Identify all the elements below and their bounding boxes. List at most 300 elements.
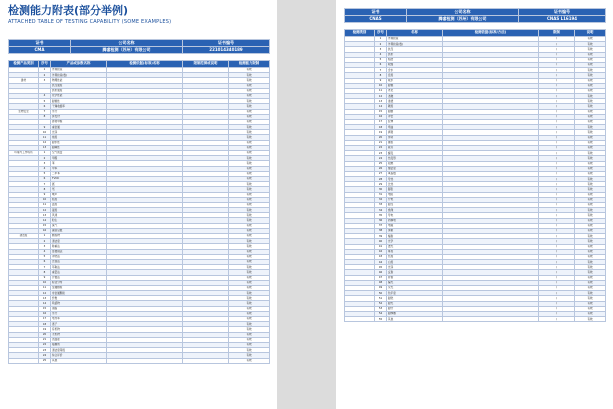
table-cell: / bbox=[539, 166, 575, 171]
table-cell: 28 bbox=[375, 177, 387, 182]
table-cell: 烟密度 bbox=[387, 166, 443, 171]
table-cell: 41 bbox=[375, 244, 387, 249]
table-cell: 白度 bbox=[387, 260, 443, 265]
table-cell: 收缩 bbox=[387, 62, 443, 67]
table-cell: 有效 bbox=[229, 140, 270, 145]
table-cell: 有效 bbox=[229, 218, 270, 223]
col-header: 限制 bbox=[539, 30, 575, 37]
table-cell: 21 bbox=[375, 140, 387, 145]
table-cell: 有效 bbox=[229, 259, 270, 264]
table-cell: / bbox=[539, 68, 575, 73]
table-cell: 离子 bbox=[51, 322, 107, 327]
table-cell: 有效 bbox=[229, 130, 270, 135]
table-cell: 15 bbox=[39, 306, 51, 311]
table-cell: 环境与工作场所 bbox=[9, 151, 39, 156]
table-cell: 21 bbox=[39, 337, 51, 342]
table-cell: 甲苯 bbox=[51, 166, 107, 171]
table-cell: 有效 bbox=[575, 140, 606, 145]
table-cell: 有效 bbox=[229, 332, 270, 337]
table-cell: 35 bbox=[375, 213, 387, 218]
table-cell: 有效 bbox=[229, 171, 270, 176]
table-cell: 有效 bbox=[229, 301, 270, 306]
table-cell: 有效 bbox=[575, 275, 606, 280]
table-cell: 32 bbox=[375, 197, 387, 202]
table-cell: 有效 bbox=[575, 228, 606, 233]
table-cell: 20 bbox=[39, 332, 51, 337]
capability-rows-left bbox=[9, 68, 270, 364]
table-cell: 拉伸 bbox=[387, 120, 443, 125]
table-cell: / bbox=[539, 197, 575, 202]
table-cell: 有效 bbox=[229, 348, 270, 353]
table-cell: 有效 bbox=[575, 47, 606, 52]
table-cell: 有效 bbox=[575, 317, 606, 322]
page-subtitle: ATTACHED TABLE OF TESTING CAPABILITY (SOME EXAMPLES) bbox=[8, 19, 172, 25]
table-cell: 清洁度 bbox=[9, 234, 39, 239]
col-header: 检测类别 bbox=[345, 30, 375, 37]
table-row bbox=[9, 358, 270, 363]
table-cell bbox=[107, 358, 183, 363]
table-cell: 有效 bbox=[575, 260, 606, 265]
capability-table-left bbox=[8, 60, 270, 364]
table-cell: 剥离 bbox=[387, 130, 443, 135]
table-cell: 水分 bbox=[51, 311, 107, 316]
table-cell: 24 bbox=[39, 353, 51, 358]
table-cell: 湿度 bbox=[51, 208, 107, 213]
table-cell: / bbox=[539, 78, 575, 83]
table-cell: / bbox=[539, 177, 575, 182]
table-cell: 非金属颗粒 bbox=[51, 291, 107, 296]
table-cell: 42 bbox=[375, 249, 387, 254]
table-cell: 粉尘 bbox=[51, 218, 107, 223]
table-cell: 3 bbox=[39, 161, 51, 166]
table-cell: 有效 bbox=[229, 182, 270, 187]
table-cell: 6 bbox=[39, 176, 51, 181]
table-cell: 1 bbox=[375, 37, 387, 42]
col-header: 序号 bbox=[375, 30, 387, 37]
table-cell: 有效 bbox=[229, 119, 270, 124]
table-cell: 有效 bbox=[229, 166, 270, 171]
table-cell: 辐射 bbox=[387, 234, 443, 239]
table-cell: 19 bbox=[39, 327, 51, 332]
table-cell: 16 bbox=[39, 311, 51, 316]
table-cell: / bbox=[539, 249, 575, 254]
table-cell: 有效 bbox=[575, 203, 606, 208]
table-cell: 有效 bbox=[575, 286, 606, 291]
table-cell: 12 bbox=[375, 94, 387, 99]
table-cell: 4 bbox=[39, 166, 51, 171]
table-cell: 49 bbox=[375, 286, 387, 291]
col-header: 序号 bbox=[39, 61, 51, 68]
table-cell: / bbox=[539, 140, 575, 145]
table-cell: 45 bbox=[375, 265, 387, 270]
table-cell: 25 bbox=[39, 358, 51, 363]
table-cell: 有效 bbox=[575, 249, 606, 254]
table-cell: 有效 bbox=[575, 88, 606, 93]
table-cell: 有效 bbox=[575, 156, 606, 161]
table-cell: 有效 bbox=[575, 94, 606, 99]
table-cell: 有效 bbox=[229, 176, 270, 181]
table-cell: 2 bbox=[39, 156, 51, 161]
table-cell: 有效 bbox=[229, 249, 270, 254]
table-cell: 3 bbox=[375, 47, 387, 52]
table-cell: TVOC bbox=[51, 176, 107, 181]
table-cell: 残留物 bbox=[51, 301, 107, 306]
table-cell: 有效 bbox=[229, 342, 270, 347]
table-cell: 33 bbox=[375, 203, 387, 208]
table-cell: 7 bbox=[39, 109, 51, 114]
table-cell: 1 bbox=[39, 68, 51, 73]
table-cell: / bbox=[539, 192, 575, 197]
table-cell: 18 bbox=[375, 125, 387, 130]
table-cell: 有效 bbox=[575, 57, 606, 62]
table-cell: / bbox=[539, 104, 575, 109]
table-cell: 有效 bbox=[575, 213, 606, 218]
table-cell: 有效 bbox=[575, 223, 606, 228]
table-cell: 有效 bbox=[229, 156, 270, 161]
table-cell: 有效 bbox=[575, 62, 606, 67]
table-cell: 有效 bbox=[229, 265, 270, 270]
table-cell: 15 bbox=[39, 223, 51, 228]
table-cell: / bbox=[539, 301, 575, 306]
table-cell: 有效 bbox=[229, 322, 270, 327]
table-cell: 耐压 bbox=[387, 203, 443, 208]
table-cell: 6 bbox=[39, 104, 51, 109]
table-cell: 11 bbox=[375, 88, 387, 93]
table-cell: 有效 bbox=[229, 135, 270, 140]
table-cell: 无机物 bbox=[51, 332, 107, 337]
table-cell: / bbox=[539, 171, 575, 176]
table-cell bbox=[183, 358, 229, 363]
table-cell: 剪切 bbox=[387, 135, 443, 140]
table-cell: 热变形 bbox=[387, 156, 443, 161]
table-cell: 显微镜法 bbox=[51, 249, 107, 254]
table-cell: 电磁 bbox=[387, 223, 443, 228]
table-cell: / bbox=[539, 62, 575, 67]
table-cell: 6 bbox=[39, 259, 51, 264]
table-cell: 挥发份 bbox=[51, 114, 107, 119]
table-cell: 25 bbox=[375, 161, 387, 166]
table-cell: 萃取法 bbox=[51, 265, 107, 270]
table-cell bbox=[345, 317, 375, 322]
table-cell: 有效 bbox=[575, 99, 606, 104]
table-cell: 有效 bbox=[575, 42, 606, 47]
table-cell: 耐碱性 bbox=[51, 145, 107, 150]
table-cell: 有效 bbox=[575, 52, 606, 57]
table-cell: 有效 bbox=[229, 275, 270, 280]
table-cell: 有效 bbox=[229, 239, 270, 244]
table-cell: 4 bbox=[375, 52, 387, 57]
table-cell: / bbox=[539, 254, 575, 259]
table-cell: 有效 bbox=[575, 114, 606, 119]
table-cell: 12 bbox=[39, 140, 51, 145]
table-cell: 17 bbox=[375, 120, 387, 125]
table-cell: 油脂 bbox=[51, 306, 107, 311]
table-cell: 27 bbox=[375, 171, 387, 176]
table-cell: 52 bbox=[375, 301, 387, 306]
table-cell: 13 bbox=[39, 145, 51, 150]
table-cell: 有效 bbox=[229, 327, 270, 332]
table-cell: / bbox=[539, 187, 575, 192]
table-cell: 粒径分布 bbox=[51, 280, 107, 285]
table-cell: 8 bbox=[39, 114, 51, 119]
table-cell: 1 bbox=[39, 151, 51, 156]
table-cell: / bbox=[539, 161, 575, 166]
table-cell: 硬度 bbox=[387, 104, 443, 109]
table-cell: 10 bbox=[39, 280, 51, 285]
table-cell: 10 bbox=[39, 197, 51, 202]
table-cell: 47 bbox=[375, 275, 387, 280]
table-cell: 12 bbox=[39, 208, 51, 213]
table-cell: / bbox=[539, 151, 575, 156]
table-cell: 有效 bbox=[229, 337, 270, 342]
table-cell: 外观检查 bbox=[387, 37, 443, 42]
table-cell: 51 bbox=[375, 296, 387, 301]
table-cell: 36 bbox=[375, 218, 387, 223]
table-cell: 有效 bbox=[229, 228, 270, 233]
table-cell: 外观检查(数) bbox=[51, 73, 107, 78]
table-cell: / bbox=[539, 260, 575, 265]
table-cell: / bbox=[539, 47, 575, 52]
table-cell: 含水 bbox=[387, 68, 443, 73]
table-cell: 9 bbox=[39, 192, 51, 197]
table-cell: 有效 bbox=[229, 306, 270, 311]
company-value: 腾睿检测（苏州）有限公司 bbox=[407, 16, 519, 23]
cert-value: CNAS bbox=[345, 16, 407, 23]
table-cell: 有效 bbox=[575, 182, 606, 187]
table-cell: / bbox=[539, 135, 575, 140]
table-cell: 5 bbox=[39, 254, 51, 259]
table-cell: 建材 bbox=[9, 78, 39, 83]
table-cell: 44 bbox=[375, 260, 387, 265]
table-cell: 有效 bbox=[229, 125, 270, 130]
table-cell: / bbox=[539, 130, 575, 135]
table-cell: 密度 bbox=[387, 73, 443, 78]
number-col-header: 证书编号 bbox=[183, 40, 270, 47]
table-cell: 23 bbox=[375, 151, 387, 156]
table-cell: 有效 bbox=[575, 208, 606, 213]
table-cell: 冻融 bbox=[387, 94, 443, 99]
table-cell: / bbox=[539, 213, 575, 218]
table-cell: 有效 bbox=[575, 306, 606, 311]
table-cell: 22 bbox=[375, 145, 387, 150]
table-cell: 氨 bbox=[51, 182, 107, 187]
table-cell: 14 bbox=[39, 301, 51, 306]
table-cell: 有效 bbox=[575, 37, 606, 42]
table-cell: 8 bbox=[39, 187, 51, 192]
table-cell: 有效 bbox=[575, 218, 606, 223]
table-cell: 抗压 bbox=[387, 47, 443, 52]
table-cell: 23 bbox=[39, 348, 51, 353]
table-cell: 雾度 bbox=[387, 249, 443, 254]
table-cell: 有效 bbox=[575, 83, 606, 88]
table-cell: 有效 bbox=[229, 187, 270, 192]
table-cell: 有效 bbox=[229, 114, 270, 119]
table-cell: 粘结 bbox=[387, 57, 443, 62]
table-cell: / bbox=[539, 280, 575, 285]
table-cell: 有效 bbox=[229, 223, 270, 228]
table-cell: 43 bbox=[375, 254, 387, 259]
company-col-header: 公司名称 bbox=[71, 40, 183, 47]
table-cell: 30 bbox=[375, 187, 387, 192]
table-cell: 其他 bbox=[387, 317, 443, 322]
company-value: 腾睿检测（苏州）有限公司 bbox=[71, 47, 183, 54]
table-cell: 阻燃 bbox=[387, 161, 443, 166]
table-cell: 重金属 bbox=[51, 125, 107, 130]
table-cell: 有效 bbox=[575, 145, 606, 150]
table-cell: 光泽 bbox=[387, 265, 443, 270]
table-cell: 有效 bbox=[229, 311, 270, 316]
table-cell: / bbox=[539, 234, 575, 239]
table-cell: 17 bbox=[39, 317, 51, 322]
table-cell: 9 bbox=[39, 125, 51, 130]
table-cell: 外观检查 bbox=[51, 68, 107, 73]
table-cell: / bbox=[539, 306, 575, 311]
table-cell: 光泽 bbox=[51, 130, 107, 135]
table-cell: 有效 bbox=[575, 120, 606, 125]
table-cell: 有效 bbox=[229, 270, 270, 275]
table-cell: / bbox=[539, 37, 575, 42]
table-cell: 10 bbox=[39, 130, 51, 135]
table-cell: 有效 bbox=[575, 104, 606, 109]
cert-value: CMA bbox=[9, 47, 71, 54]
table-cell: 2 bbox=[39, 239, 51, 244]
table-cell: 导热 bbox=[387, 177, 443, 182]
table-cell: 光学 bbox=[387, 239, 443, 244]
table-cell: 臭气 bbox=[51, 223, 107, 228]
table-cell: 反射 bbox=[387, 270, 443, 275]
table-cell: 有效 bbox=[229, 213, 270, 218]
table-cell: 有效 bbox=[229, 280, 270, 285]
table-cell: / bbox=[539, 99, 575, 104]
table-cell: 有效 bbox=[575, 166, 606, 171]
table-cell: 空气质量 bbox=[51, 151, 107, 156]
table-cell: / bbox=[539, 317, 575, 322]
table-cell: 有效 bbox=[229, 202, 270, 207]
table-cell: 2 bbox=[39, 73, 51, 78]
table-cell: 有效 bbox=[229, 83, 270, 88]
table-cell: / bbox=[539, 291, 575, 296]
table-cell: 弯曲 bbox=[387, 125, 443, 130]
table-cell: 有效 bbox=[229, 161, 270, 166]
table-cell: 29 bbox=[375, 182, 387, 187]
table-cell: 重量法 bbox=[51, 270, 107, 275]
table-cell: 3 bbox=[39, 78, 51, 83]
table-cell: 外观检查(数) bbox=[387, 42, 443, 47]
table-cell: 氧指数 bbox=[387, 171, 443, 176]
table-cell: 16 bbox=[375, 114, 387, 119]
table-cell: 14 bbox=[39, 218, 51, 223]
table-cell: 比热 bbox=[387, 182, 443, 187]
table-cell: 冲洗法 bbox=[51, 254, 107, 259]
table-cell: 有效 bbox=[229, 78, 270, 83]
table-cell: 老化 bbox=[387, 88, 443, 93]
company-col-header: 公司名称 bbox=[407, 9, 519, 16]
table-cell: / bbox=[539, 109, 575, 114]
table-cell: / bbox=[539, 73, 575, 78]
table-cell: 抗压强度 bbox=[51, 83, 107, 88]
table-cell: 颗粒物 bbox=[51, 234, 107, 239]
table-cell: 5 bbox=[39, 99, 51, 104]
table-cell: 有效 bbox=[575, 73, 606, 78]
table-cell: / bbox=[539, 275, 575, 280]
table-cell: / bbox=[539, 83, 575, 88]
table-cell: 8 bbox=[375, 73, 387, 78]
table-cell: 有效 bbox=[229, 244, 270, 249]
table-cell: 有效 bbox=[229, 151, 270, 156]
table-cell: 15 bbox=[375, 109, 387, 114]
number-value: 221014340189 bbox=[183, 47, 270, 54]
table-cell: 有效 bbox=[575, 78, 606, 83]
table-cell: 13 bbox=[39, 296, 51, 301]
table-cell: 有效 bbox=[575, 280, 606, 285]
table-cell: 有效 bbox=[229, 291, 270, 296]
table-cell: 耐汗 bbox=[387, 306, 443, 311]
table-cell: 有效 bbox=[575, 135, 606, 140]
table-cell: 蠕变 bbox=[387, 151, 443, 156]
table-cell: / bbox=[539, 265, 575, 270]
table-cell: 风速 bbox=[51, 213, 107, 218]
table-cell: 偏光 bbox=[387, 280, 443, 285]
table-cell: 有效 bbox=[229, 68, 270, 73]
table-cell: 电阻 bbox=[387, 192, 443, 197]
table-cell: / bbox=[539, 208, 575, 213]
table-cell: 有效 bbox=[229, 197, 270, 202]
table-cell: 有效 bbox=[575, 171, 606, 176]
table-cell: 5 bbox=[375, 57, 387, 62]
table-cell: 色差 bbox=[387, 254, 443, 259]
table-cell: / bbox=[539, 57, 575, 62]
table-cell: 有效 bbox=[575, 161, 606, 166]
table-cell: 37 bbox=[375, 223, 387, 228]
table-cell: 13 bbox=[39, 213, 51, 218]
table-cell: 19 bbox=[375, 130, 387, 135]
number-col-header: 证书编号 bbox=[519, 9, 606, 16]
table-cell: 介电 bbox=[387, 197, 443, 202]
table-cell: 甲醛 bbox=[51, 156, 107, 161]
table-cell: 4 bbox=[39, 249, 51, 254]
table-cell: 耐候性 bbox=[51, 99, 107, 104]
table-cell: 39 bbox=[375, 234, 387, 239]
table-cell: 表面能 bbox=[51, 337, 107, 342]
table-cell: 6 bbox=[375, 62, 387, 67]
table-cell: 绝缘 bbox=[387, 208, 443, 213]
table-cell: 噪声 bbox=[51, 192, 107, 197]
table-cell: 清洁度 bbox=[51, 239, 107, 244]
table-cell: 金属颗粒 bbox=[51, 285, 107, 290]
capability-table-right bbox=[344, 29, 606, 322]
table-cell: 有效 bbox=[575, 234, 606, 239]
table-cell: 有效 bbox=[229, 296, 270, 301]
table-cell: 5 bbox=[39, 171, 51, 176]
table-cell: 清洁度等级 bbox=[51, 348, 107, 353]
col-header: 检测产品类别 bbox=[9, 61, 39, 68]
table-cell: 7 bbox=[39, 265, 51, 270]
cert-info-table-right bbox=[344, 8, 606, 23]
table-cell: 4 bbox=[39, 93, 51, 98]
table-cell: / bbox=[539, 228, 575, 233]
table-cell: 11 bbox=[39, 135, 51, 140]
table-cell: 导电 bbox=[387, 213, 443, 218]
page-title: 检测能力附表(部分举例) bbox=[8, 4, 129, 17]
col-header: 说明 bbox=[575, 30, 606, 37]
table-cell: 其他 bbox=[51, 358, 107, 363]
table-cell: 有效 bbox=[575, 311, 606, 316]
table-cell: 温度 bbox=[51, 202, 107, 207]
table-cell: 有效 bbox=[575, 265, 606, 270]
table-cell: / bbox=[539, 296, 575, 301]
table-cell: 46 bbox=[375, 270, 387, 275]
table-cell: 有机物 bbox=[51, 327, 107, 332]
